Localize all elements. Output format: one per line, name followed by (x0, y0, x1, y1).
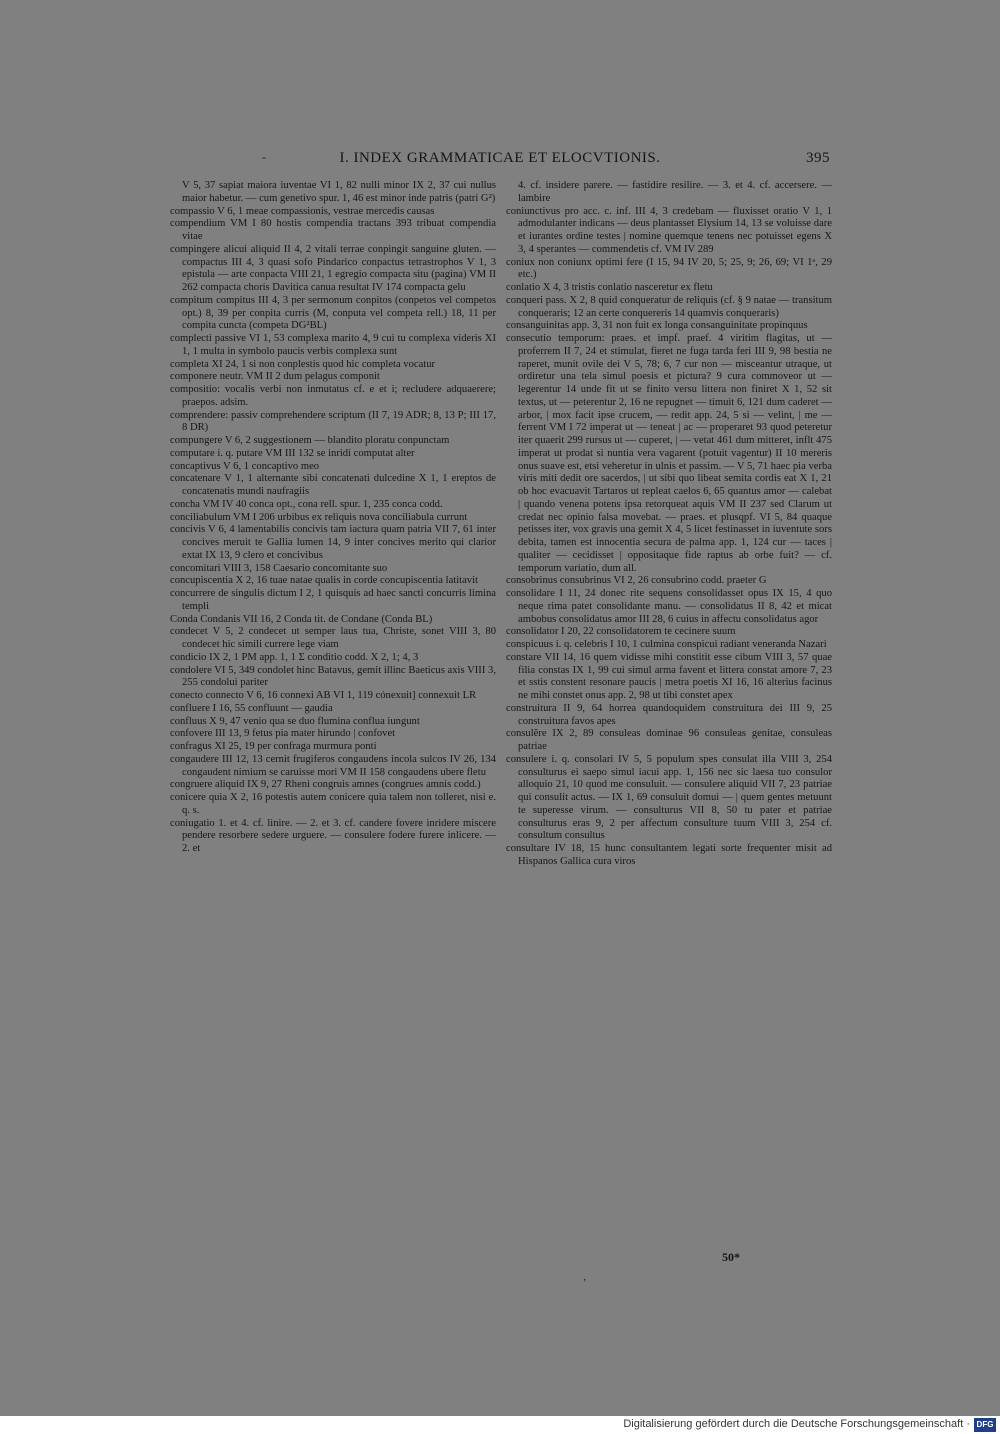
index-entry: construitura II 9, 64 horrea quandoquidem construitura dei III 9, 25 construitura favos apes (506, 702, 832, 727)
footer-bar (0, 1416, 1000, 1434)
index-entry: confragus XI 25, 19 per confraga murmura ponti (170, 741, 377, 752)
index-entry: congruere aliquid IX 9, 27 Rheni congruis amnes (congrues amnis codd.) (170, 779, 481, 791)
index-entry: conicere quia X 2, 16 potestis autem conicere quia talem non tolleret, nisi e. q. s. (170, 792, 496, 816)
index-entry: 4. cf. insidere parere. — fastidire resilire. — 3. et 4. cf. accersere. — lambire (518, 180, 832, 204)
index-entry: compitum compitus III 4, 3 per sermonum conpitos (conpetos vel competos opt.) 8, 39 per conpita currís (M, conputa vel competa rell.) 18, 11 per compita cuncta (competa DG²BL) (170, 294, 496, 332)
index-entry: componere neutr. VM II 2 dum pelagus componit (170, 371, 380, 383)
index-entry: consolidare I 11, 24 donec rite sequens consolidasset opus IX 15, 4 quo neque rima patet consolidante manu. — consolidatus II 8, 42 et micat ambobus consolidatus amor III 28, 6 cuius in affectu consolidatus agor (506, 588, 832, 625)
index-entry: confluere I 16, 55 confluunt — gaudia (170, 702, 333, 714)
index-entry: consanguinitas app. 3, 31 non fuit ex longa consanguinitate propinquus (506, 320, 808, 332)
index-entry: consulĕre IX 2, 89 consuleas dominae 96 consuleas genitae, consuleas patriae (506, 728, 832, 752)
page-title: I. INDEX GRAMMATICAE ET ELOCVTIONIS. (339, 150, 661, 166)
header-mark: - (262, 150, 267, 164)
index-entry: condicio IX 2, 1 PM app. 1, 1 Σ conditio codd. X 2, 1; 4, 3 (170, 651, 419, 663)
index-entry: conspicuus i. q. celebris I 10, 1 culmina conspicui radiant veneranda Nazari (506, 639, 827, 650)
index-entry: concomitari VIII 3, 158 Caesario concomitante suo (170, 562, 388, 574)
index-entry: compungere V 6, 2 suggestionem — blandito ploratu conpunctam (170, 435, 450, 446)
running-head (170, 150, 830, 172)
index-entry: compendium VM I 80 hostis compendia tractans 393 tribuat compendia vitae (170, 218, 496, 242)
index-entry: compingere alicui aliquid II 4, 2 vitali terrae conpingit sanguine gluten. — compactus III 4, 3 quasi sofo Pindarico conpactus tetrastrophos V 1, 3 epistula — arte conpacta VIII 21, 1 egregio compacta situ (pagina) VM II 262 compacta choris Davitica canua resultat IV 174 compacta gelu (170, 243, 496, 293)
funding-credit: Digitalisierung gefördert durch die Deutsche Forschungsgemeinschaft · (623, 1418, 970, 1430)
index-entry: comprendere: passiv comprehendere scriptum (II 7, 19 ADR; 8, 13 P; III 17, 8 DR) (170, 409, 496, 434)
index-entry: consolidator I 20, 22 consolidatorem te cecinere suum (506, 626, 736, 638)
index-entry: concurrere de singulis dictum I 2, 1 quisquis ad haec sancti concurris limina templi (170, 588, 496, 612)
index-entry: conqueri pass. X 2, 8 quid conqueratur de reliquis (cf. § 9 natae — transitum conqueraris; 12 an certe conquereris 14 quamvis conqueraris) (506, 294, 832, 319)
right-column (506, 180, 832, 869)
index-entry: conlatio X 4, 3 tristis conlatio nasceretur ex fletu (506, 282, 713, 293)
index-entry: consulere i. q. consolari IV 5, 5 populum spes consulat illa VIII 3, 254 consulturus ei saepo simul iacui app. 1, 156 nec sic laesa tuo consulor alloquio 21, 10 quod me consuluit. — consulere aliquid VII 7, 23 patriae qui consulit actus. — IX 1, 69 consuluit domui — | quem gentes metuunt te superesse virum. — consulturus VII 8, 50 tu pater et patriae consulturus eras 9, 2 per affectum consulture tuum VIII 3, 254 cf. consultum consultus (506, 753, 832, 842)
page-number: 395 (806, 150, 830, 166)
index-entry: coniux non coniunx optimi fere (I 15, 94 IV 20, 5; 25, 9; 26, 69; VI 1ᵃ, 29 etc.) (506, 256, 832, 281)
left-column (170, 180, 496, 856)
index-entry: condolere VI 5, 349 condolet hinc Batavus, gemit illinc Baeticus axis VIII 3, 255 condolui pariter (170, 664, 496, 689)
index-entry: complecti passive VI 1, 53 complexa marito 4, 9 cui tu complexa videris XI 1, 1 multa in symbolo paucis verbis complexa sunt (170, 333, 496, 357)
index-entry: concupiscentia X 2, 16 tuae natae qualis in corde concupiscentia latitavit (170, 575, 478, 587)
index-entry: compassio V 6, 1 meae compassionis, vestrae mercedis causas (170, 205, 435, 217)
index-entry: V 5, 37 sapiat maiora iuventae VI 1, 82 nulli minor IX 2, 37 cui nullus maior habetur. — cum genetivo spur. 1, 46 est minor inde patris (patri G²) (182, 180, 496, 204)
index-entry: completa XI 24, 1 si non conplestis quod hic completa vocatur (170, 358, 436, 370)
index-entry: consobrinus consubrinus VI 2, 26 consubrino codd. praeter G (506, 575, 767, 587)
index-entry: concivis V 6, 4 lamentabilis concivis tam iactura quam patria VII 7, 61 inter concives meruit te Gallia lumen 14, 9 inter concives merito qui clarior extat IX 13, 9 clero et concivibus (170, 524, 496, 561)
index-entry: Conda Condanis VII 16, 2 Conda tit. de Condane (Conda BL) (170, 613, 433, 625)
index-entry: confluus X 9, 47 venio qua se duo flumina confluа iungunt (170, 715, 420, 727)
index-entry: condecet V 5, 2 condecet ut semper laus tua, Christe, sonet VIII 3, 80 condecet hic simili currere lege viam (170, 626, 496, 650)
index-entry: coniunctivus pro acc. c. inf. III 4, 3 credebam — fluxisset oratio V 1, 1 admodulanter indicans — deus plantasset Elysium 14, 13 se voluisse dare et iurantes ordine testes | nomine quemque tenens nec potuisset egens X 3, 4 sperantes — commendetis cf. VM IV 289 (506, 205, 832, 255)
stray-mark: ‚ (583, 1272, 587, 1283)
index-entry: conciliabulum VM I 206 urbibus ex reliquis nova conciliabula currunt (170, 511, 468, 523)
index-entry: confovere III 13, 9 fetus pia mater hirundo | confovet (170, 728, 396, 740)
index-entry: congaudere III 12, 13 cernit frugiferos congaudens incola sulcos IV 26, 134 congaudent nimium se caruisse mori VM II 158 congaudens ubere fletu (170, 753, 496, 778)
signature-mark: 50* (722, 1250, 740, 1264)
index-entry: constare VII 14, 16 quem vidisse mihi constitit esse cibum VIII 3, 57 quae filia constas IX 1, 99 cui simul arma favent et littera constat amore 7, 23 et sstis constent resonare paucis | metra poetis XI 16, 16 alterius facinus ne mihi constet onus app. 2, 98 ut tibi constet apex (506, 651, 832, 701)
index-entry: coniugatio 1. et 4. cf. linire. — 2. et 3. cf. candere fovere inridere miscere pendere resorbere sedere urguere. — consulere fodere furere inlicere. — 2. et (170, 817, 496, 854)
index-entry: consultare IV 18, 15 hunc consultantem legati sorte frequenter misit ad Hispanos Gallica cura viros (506, 843, 832, 867)
dfg-logo-icon: DFG (974, 1418, 996, 1432)
index-entry: conecto connecto V 6, 16 connexi AB VI 1, 119 cónexuit] connexuit LR (170, 690, 477, 701)
index-entry: concha VM IV 40 conca opt., cona rell. spur. 1, 235 conca codd. (170, 498, 443, 510)
index-entry: computare i. q. putare VM III 132 se inridi computat alter (170, 447, 415, 459)
index-entry: concaptivus V 6, 1 concaptivo meo (170, 460, 320, 472)
index-entry: consecutio temporum: praes. et impf. praef. 4 viritim flagitas, ut — proferrem II 7, 24 et stimulat, fieret ne fuga tarda feri III 9, 98 bestia ne raperet, munit ovile dei V 5, 78; 6, 7 cur non — misceantur utraque, ut ordiretur una tela simul poesis et pictura? 9 cura commoveor ut — legerentur 14 unde fit ut se finito versu littera non finiret X 1, 52 sit textus, ut — peterentur 2, 16 ne repugnet — timuit 6, 121 dum caderet — arbor, | mox facit ipse crucem, — redit app. 24, 5 si — velint, | me — ferrent VM I 72 imperat ut — teneat | ac — properaret 93 quod peteretur iter quaerit 299 rursus ut — cuperet, | — vetat 461 dum mitteret, inflt 475 imperat ut prodat si nuntia vera vagarent (potuit vagentur) II 10 mereris onus suave est, etsi veheretur in ulnis et passim. — V 5, 71 haec pia verba viris miti dedit ore sacerdos, | ut sibi quo libeat semita cordis eat X 1, 21 ob hoc evacuavit Tartaros ut repleat caelos 6, 65 quantus amor — calebat | quando venena potens ipsa retorqueat aquis VM II 237 sed Clarum ut credat nec opinio falsa movebat. — praes. et plusqpf. VI 5, 84 quaque petisses iter, vox gravis una gemit X 4, 5 licet festinasset in iuventute sors debita, tamen est innocentia secura de palma app. 1, 124 cur — taces | qualiter — cecidisset | oppositaque fide raptus ab orbe fuit? — cf. temporum variatio, dum all. (506, 333, 832, 574)
index-entry: concatenare V 1, 1 alternante sibi concatenati dulcedine X 1, 1 ereptos de concatenatis mundi naufragiis (170, 473, 496, 497)
index-entry: compositio: vocalis verbi non inmutatus cf. e et i; recludere adquaerere; praepos. adsim. (170, 384, 496, 408)
